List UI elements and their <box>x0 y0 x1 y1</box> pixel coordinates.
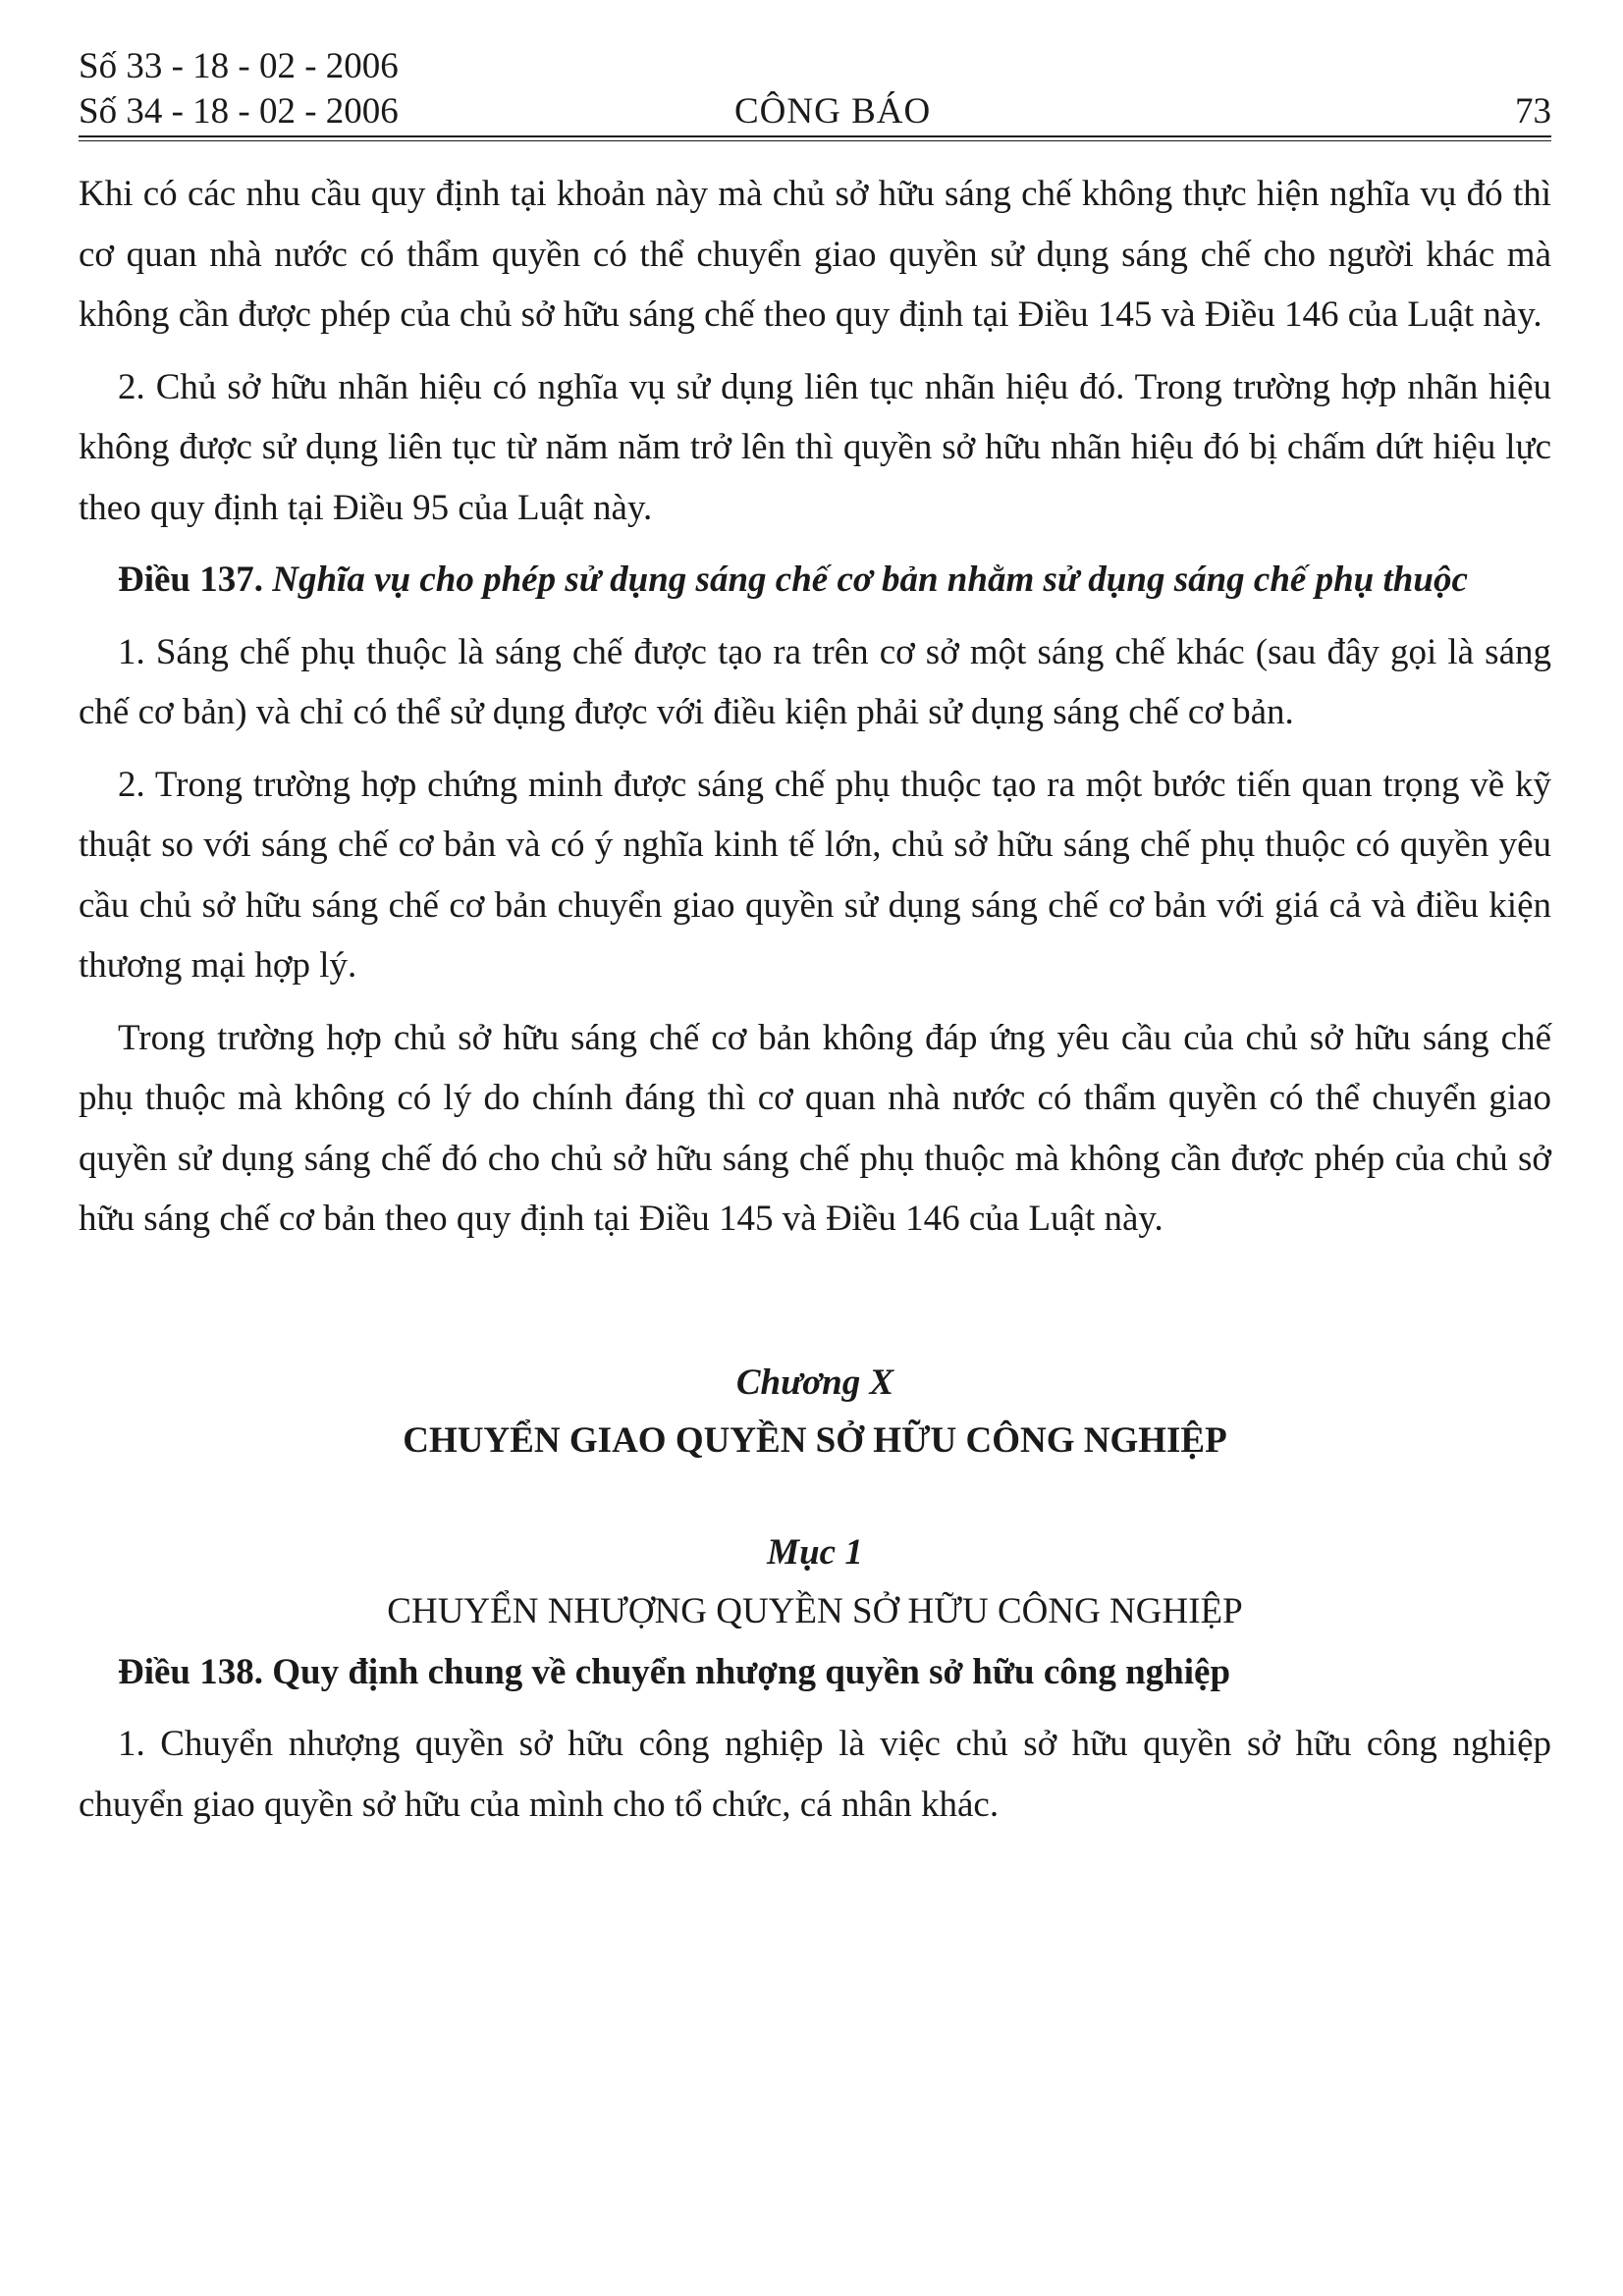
article-137-clause-2: 2. Trong trường hợp chứng minh được sáng chế phụ thuộc tạo ra một bước tiến quan trọng về kỹ thuật so với sáng chế cơ bản và có ý nghĩa kinh tế lớn, chủ sở hữu sáng chế phụ thuộc có quyền yêu cầu chủ sở hữu sáng chế cơ bản chuyển giao quyền sử dụng sáng chế cơ bản với giá cả và điều kiện thương mại hợp lý. <box>79 764 1551 986</box>
header-divider <box>79 140 1551 141</box>
section-title: CHUYỂN NHƯỢNG QUYỀN SỞ HỮU CÔNG NGHIỆP <box>387 1590 1243 1631</box>
section-heading <box>79 1524 1551 1642</box>
article-137-heading <box>79 550 1551 611</box>
page-body <box>79 164 1551 1835</box>
chapter-label: Chương X <box>735 1362 894 1403</box>
issue-numbers <box>79 44 399 134</box>
article-138-heading: Điều 138. Quy định chung về chuyển nhượng quyền sở hữu công nghiệp <box>118 1651 1231 1692</box>
chapter-heading <box>79 1356 1551 1471</box>
section-label: Mục 1 <box>767 1531 863 1573</box>
page-header <box>79 39 1551 137</box>
article-137-clause-1: 1. Sáng chế phụ thuộc là sáng chế được tạo ra trên cơ sở một sáng chế khác (sau đây gọi là sáng chế cơ bản) và chỉ có thể sử dụng được với điều kiện phải sử dụng sáng chế cơ bản. <box>79 631 1551 732</box>
article-137-clause-2-cont: Trong trường hợp chủ sở hữu sáng chế cơ bản không đáp ứng yêu cầu của chủ sở hữu sáng chế phụ thuộc mà không có lý do chính đáng thì cơ quan nhà nước có thẩm quyền có thể chuyển giao quyền sử dụng sáng chế đó cho chủ sở hữu sáng chế phụ thuộc mà không cần được phép của chủ sở hữu sáng chế cơ bản theo quy định tại Điều 145 và Điều 146 của Luật này. <box>79 1017 1551 1239</box>
article-138-clause-1: 1. Chuyển nhượng quyền sở hữu công nghiệp là việc chủ sở hữu quyền sở hữu công nghiệp chuyển giao quyền sở hữu của mình cho tổ chức, cá nhân khác. <box>79 1724 1551 1825</box>
gazette-page <box>79 39 1551 1846</box>
gazette-title: CÔNG BÁO <box>734 91 932 132</box>
paragraph-continuation: Khi có các nhu cầu quy định tại khoản này mà chủ sở hữu sáng chế không thực hiện nghĩa vụ đó thì cơ quan nhà nước có thẩm quyền có thể chuyển giao quyền sử dụng sáng chế cho người khác mà không cần được phép của chủ sở hữu sáng chế theo quy định tại Điều 145 và Điều 146 của Luật này. <box>79 174 1551 335</box>
article-137-label: Điều 137. <box>118 560 263 600</box>
paragraph-trademark-use: 2. Chủ sở hữu nhãn hiệu có nghĩa vụ sử dụng liên tục nhãn hiệu đó. Trong trường hợp nhãn hiệu không được sử dụng liên tục từ năm năm trở lên thì quyền sở hữu nhãn hiệu đó bị chấm dứt hiệu lực theo quy định tại Điều 95 của Luật này. <box>79 366 1551 528</box>
issue-line-1: Số 33 - 18 - 02 - 2006 <box>79 46 399 86</box>
issue-line-2: Số 34 - 18 - 02 - 2006 <box>79 91 399 132</box>
page-number: 73 <box>1515 91 1551 132</box>
chapter-title: CHUYỂN GIAO QUYỀN SỞ HỮU CÔNG NGHIỆP <box>403 1419 1227 1461</box>
article-137-title: Nghĩa vụ cho phép sử dụng sáng chế cơ bản nhằm sử dụng sáng chế phụ thuộc <box>272 560 1468 600</box>
